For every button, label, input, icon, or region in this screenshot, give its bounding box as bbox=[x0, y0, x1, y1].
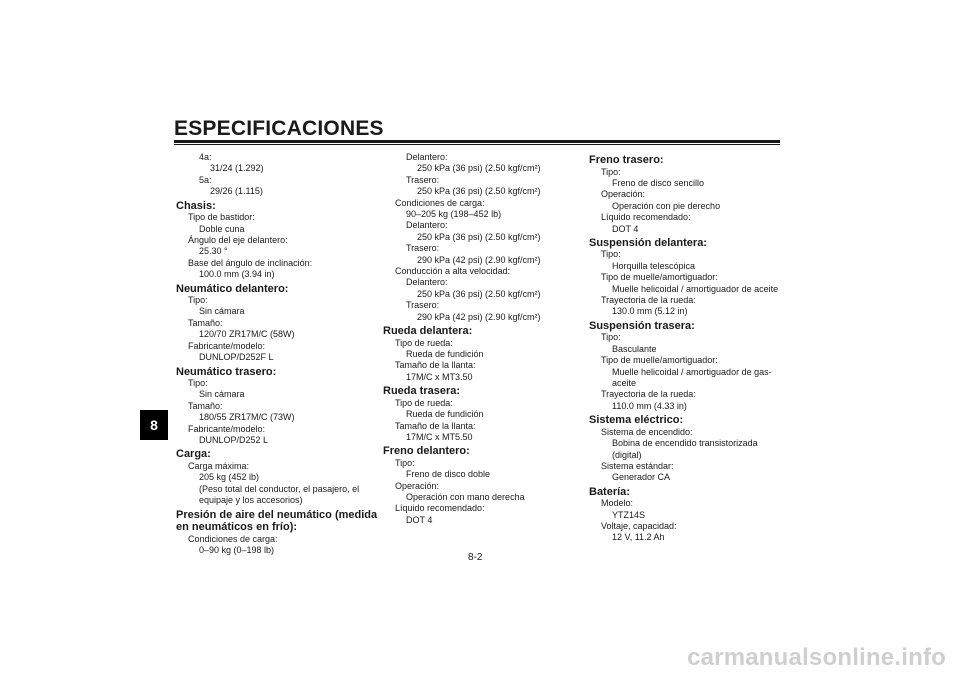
section-heading: en neumáticos en frío): bbox=[176, 521, 298, 534]
spec-value: YTZ14S bbox=[612, 509, 646, 520]
spec-value: Delantero: bbox=[406, 152, 448, 162]
spec-label: Tipo: bbox=[601, 166, 621, 177]
spec-label: Modelo: bbox=[601, 498, 634, 509]
spec-label: Conducción a alta velocidad: bbox=[395, 266, 511, 277]
title-rule-thick bbox=[174, 140, 780, 143]
section-heading: Neumático trasero: bbox=[176, 365, 277, 378]
title-rule-thin bbox=[174, 144, 780, 145]
spec-label: Tipo de rueda: bbox=[395, 397, 453, 408]
section-heading: Suspensión delantera: bbox=[589, 236, 707, 249]
spec-value: 120/70 ZR17M/C (58W) bbox=[199, 329, 295, 340]
spec-label: Tipo: bbox=[188, 378, 208, 388]
spec-value: 12 V, 11.2 Ah bbox=[612, 532, 665, 543]
spec-value: Horquilla telescópica bbox=[612, 260, 696, 271]
spec-value: 290 kPa (42 psi) (2.90 kgf/cm²) bbox=[417, 311, 541, 322]
spec-label: Tipo de muelle/amortiguador: bbox=[601, 355, 718, 366]
spec-column-2 bbox=[383, 152, 583, 526]
spec-value: 130.0 mm (5.12 in) bbox=[612, 306, 688, 317]
spec-value: Basculante bbox=[612, 343, 657, 354]
spec-value: 250 kPa (36 psi) (2.50 kgf/cm²) bbox=[417, 288, 541, 299]
section-heading: Carga: bbox=[176, 448, 211, 461]
spec-value: (Peso total del conductor, el pasajero, el bbox=[199, 483, 360, 494]
spec-value: Operación con mano derecha bbox=[406, 492, 525, 503]
spec-value: 0–90 kg (0–198 lb) bbox=[199, 544, 275, 555]
chapter-tab-label: 8 bbox=[150, 417, 158, 433]
section-heading: Sistema eléctrico: bbox=[589, 414, 684, 427]
spec-value: 17M/C x MT5.50 bbox=[406, 431, 473, 442]
spec-label: Sistema estándar: bbox=[601, 460, 674, 471]
spec-label: Tamaño de la llanta: bbox=[395, 420, 476, 431]
spec-value: 29/26 (1.115) bbox=[210, 186, 263, 197]
spec-column-1 bbox=[176, 152, 376, 556]
spec-value: Freno de disco sencillo bbox=[612, 177, 705, 188]
spec-value: Sin cámara bbox=[199, 389, 245, 400]
spec-value: Muelle helicoidal / amortiguador de gas- bbox=[612, 366, 772, 377]
spec-label: Operación: bbox=[395, 480, 440, 491]
spec-label: Fabricante/modelo: bbox=[188, 340, 266, 351]
spec-value: 205 kg (452 lb) bbox=[199, 472, 260, 483]
spec-label: Condiciones de carga: bbox=[188, 533, 278, 544]
spec-value: equipaje y los accesorios) bbox=[199, 495, 303, 506]
spec-value: Trasero: bbox=[406, 243, 440, 254]
page-title: ESPECIFICACIONES bbox=[174, 117, 384, 140]
spec-column-3 bbox=[589, 152, 789, 544]
spec-label: Tipo: bbox=[601, 249, 621, 260]
spec-value: Generador CA bbox=[612, 472, 671, 483]
spec-value: Bobina de encendido transistorizada bbox=[612, 438, 758, 449]
spec-value: DOT 4 bbox=[612, 223, 639, 234]
watermark-text: carmanualsonline.info bbox=[687, 644, 946, 671]
spec-value: 17M/C x MT3.50 bbox=[406, 371, 473, 382]
spec-value: 290 kPa (42 psi) (2.90 kgf/cm²) bbox=[417, 254, 541, 265]
section-heading: Rueda trasera: bbox=[383, 385, 461, 398]
spec-label: Trayectoria de la rueda: bbox=[601, 295, 696, 306]
spec-value: DOT 4 bbox=[406, 514, 433, 525]
spec-value: Operación con pie derecho bbox=[612, 200, 721, 211]
spec-value: 110.0 mm (4.33 in) bbox=[612, 400, 687, 411]
section-heading: Neumático delantero: bbox=[176, 282, 289, 295]
spec-label: Fabricante/modelo: bbox=[188, 423, 266, 434]
section-heading: Batería: bbox=[589, 485, 630, 498]
spec-value: Delantero: bbox=[406, 220, 448, 231]
spec-value: Sin cámara bbox=[199, 306, 245, 317]
spec-label: Tipo: bbox=[395, 457, 415, 468]
spec-label: Carga máxima: bbox=[188, 460, 250, 471]
spec-label: Tamaño de la llanta: bbox=[395, 360, 476, 371]
spec-label: Tipo: bbox=[188, 295, 208, 306]
spec-value: Delantero: bbox=[406, 277, 448, 288]
spec-label: Tipo de bastidor: bbox=[188, 212, 255, 223]
spec-value: 100.0 mm (3.94 in) bbox=[199, 269, 275, 280]
spec-value: 250 kPa (36 psi) (2.50 kgf/cm²) bbox=[417, 163, 541, 174]
section-heading: Freno delantero: bbox=[383, 445, 470, 458]
spec-label: Voltaje, capacidad: bbox=[601, 521, 677, 532]
spec-value: Rueda de fundición bbox=[406, 349, 484, 359]
spec-label: Sistema de encendido: bbox=[601, 426, 693, 437]
spec-value: 250 kPa (36 psi) (2.50 kgf/cm²) bbox=[417, 231, 541, 242]
spec-value: Freno de disco doble bbox=[406, 469, 491, 480]
section-heading: Presión de aire del neumático (medida bbox=[176, 508, 378, 521]
chapter-tab[interactable] bbox=[140, 410, 168, 440]
section-heading: Chasis: bbox=[176, 199, 216, 212]
section-heading: Suspensión trasera: bbox=[589, 319, 695, 332]
page-number: 8-2 bbox=[468, 552, 483, 563]
spec-label: Tamaño: bbox=[188, 317, 223, 328]
spec-value: Trasero: bbox=[406, 174, 440, 185]
spec-value: 25.30 ° bbox=[199, 246, 228, 257]
spec-value: Muelle helicoidal / amortiguador de aceite bbox=[612, 283, 779, 294]
spec-value: Doble cuna bbox=[199, 223, 245, 234]
spec-value: Trasero: bbox=[406, 300, 440, 311]
spec-label: Operación: bbox=[601, 189, 646, 200]
spec-label: Tamaño: bbox=[188, 400, 223, 411]
spec-label: Ángulo del eje delantero: bbox=[188, 234, 288, 245]
spec-value: 5a: bbox=[199, 174, 212, 185]
spec-value: (digital) bbox=[612, 449, 642, 460]
spec-label: Líquido recomendado: bbox=[395, 503, 485, 514]
spec-value: aceite bbox=[612, 378, 637, 388]
spec-value: DUNLOP/D252F L bbox=[199, 352, 274, 363]
spec-label: Condiciones de carga: bbox=[395, 197, 485, 208]
spec-label: Tipo: bbox=[601, 332, 621, 343]
spec-label: Tipo de rueda: bbox=[395, 337, 453, 348]
spec-value: 4a: bbox=[199, 152, 212, 162]
spec-label: Base del ángulo de inclinación: bbox=[188, 257, 313, 268]
section-heading: Rueda delantera: bbox=[383, 325, 473, 338]
spec-label: Trayectoria de la rueda: bbox=[601, 389, 696, 400]
spec-value: 90–205 kg (198–452 lb) bbox=[406, 209, 502, 220]
spec-value: 250 kPa (36 psi) (2.50 kgf/cm²) bbox=[417, 186, 541, 197]
spec-value: Rueda de fundición bbox=[406, 409, 484, 420]
spec-label: Tipo de muelle/amortiguador: bbox=[601, 272, 718, 283]
spec-value: DUNLOP/D252 L bbox=[199, 435, 269, 446]
spec-value: 180/55 ZR17M/C (73W) bbox=[199, 412, 295, 423]
section-heading: Freno trasero: bbox=[589, 154, 664, 166]
spec-value: 31/24 (1.292) bbox=[210, 163, 264, 174]
spec-label: Líquido recomendado: bbox=[601, 212, 691, 223]
